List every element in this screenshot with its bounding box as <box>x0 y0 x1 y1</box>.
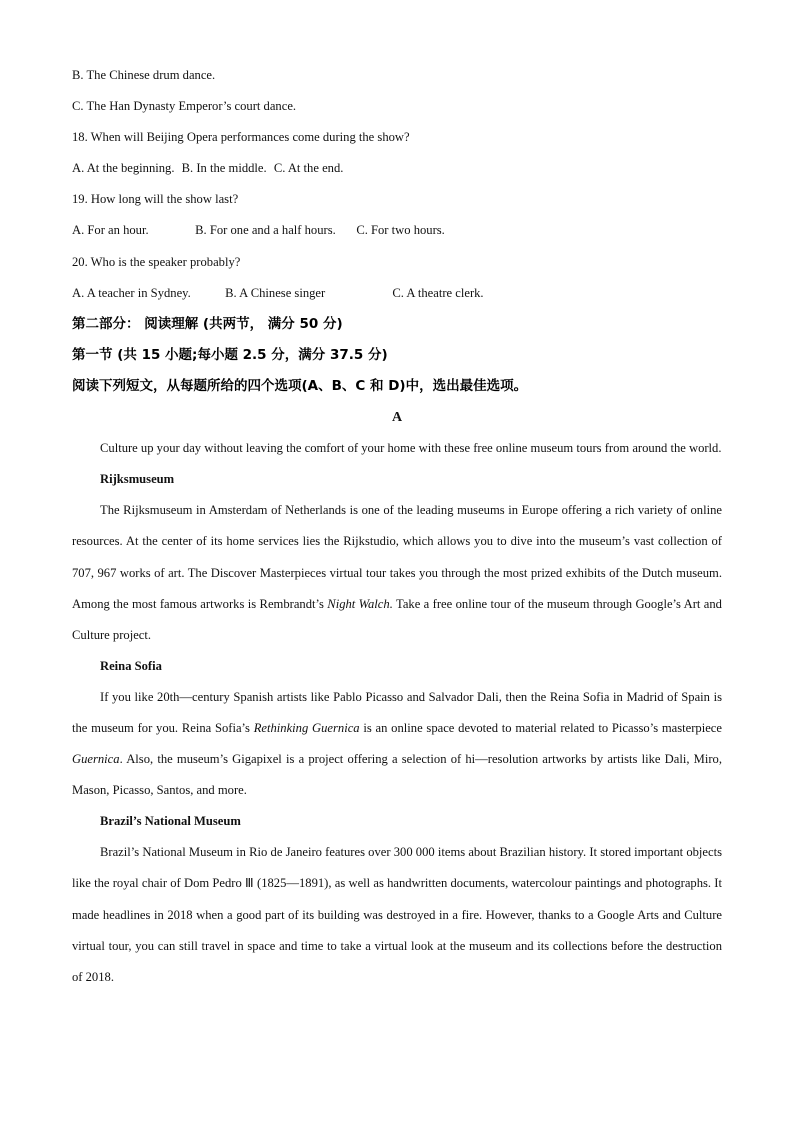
q18-option-b: B. In the middle. <box>181 161 267 176</box>
rijksmuseum-paragraph <box>72 495 722 650</box>
q19-option-c: C. For two hours. <box>356 223 445 238</box>
passage-letter: A <box>391 410 403 426</box>
option-b-line: B. The Chinese drum dance. <box>72 68 216 82</box>
question-20: 20. Who is the speaker probably? <box>72 254 241 269</box>
q20-option-c: C. A theatre clerk. <box>392 285 484 300</box>
passage-intro: Culture up your day without leaving the comfort of your home with these free online museum tours from around the world. <box>100 441 722 456</box>
rijksmuseum-heading: Rijksmuseum <box>100 472 175 487</box>
guernica-title: Guernica <box>72 752 120 767</box>
option-c-line: C. The Han Dynasty Emperor’s court dance. <box>72 99 297 114</box>
q18-option-c: C. At the end. <box>273 161 344 176</box>
q20-option-b: B. A Chinese singer <box>225 285 326 300</box>
rijks-text-2: Take a free online tour of the museum through Google’s Art and Culture project. <box>72 596 722 642</box>
document-content <box>72 60 722 993</box>
reina-text-3: . Also, the museum’s Gigapixel is a project offering a selection of hi—resolution artworks by artists like Dali, Miro, Mason, Picasso, Santos, and more. <box>72 752 722 798</box>
rijks-text-1: The Rijksmuseum in Amsterdam of Netherlands is one of the leading museums in Europe offering a rich variety of online resources. At the center of its home services lies the Rijkstudio, which allows you to dive into the museum’s vast collection of 707, 967 works of art. The Discover Masterpieces virtual tour takes you through the most prized exhibits of the Dutch museum. Among the most famous artworks is Rembrandt’s <box>72 503 722 611</box>
rethinking-guernica-title: Rethinking Guernica <box>253 720 360 735</box>
part-two-heading: 第二部分： 阅读理解 (共两节， 满分 50 分) <box>72 315 343 332</box>
question-18-options <box>72 153 722 184</box>
section-one-heading: 第一节 (共 15 小题;每小题 2.5 分，满分 37.5 分) <box>72 346 388 363</box>
reading-instruction: 阅读下列短文，从每题所给的四个选项(A、B、C 和 D)中，选出最佳选项。 <box>72 377 528 394</box>
q19-option-a: A. For an hour. <box>72 223 149 238</box>
reina-sofia-paragraph <box>72 682 722 806</box>
brazil-museum-heading: Brazil’s National Museum <box>100 814 241 829</box>
question-18: 18. When will Beijing Opera performances come during the show? <box>72 130 410 145</box>
brazil-museum-paragraph: Brazil’s National Museum in Rio de Janeiro features over 300 000 items about Brazilian history. It stored important objects like the royal chair of Dom Pedro Ⅲ (1825—1891), as well as handwritten documents, watercolour paintings and photographs. It made headlines in 2018 when a good part of its building was destroyed in a fire. However, thanks to a Google Arts and Culture virtual tour, you can still travel in space and time to take a virtual look at the museum and its collections before the destruction of 2018. <box>72 845 722 984</box>
question-20-options <box>72 278 722 309</box>
reina-text-1: If you like 20th—century Spanish artists like Pablo Picasso and Salvador Dali, then the Reina Sofia in Madrid of Spain is the museum for you. Reina Sofia’s <box>72 689 722 735</box>
reina-sofia-heading: Reina Sofia <box>100 658 162 673</box>
question-19: 19. How long will the show last? <box>72 192 239 207</box>
q18-option-a: A. At the beginning. <box>72 161 175 176</box>
q20-option-a: A. A teacher in Sydney. <box>72 285 191 300</box>
night-walch-title: Night Walch. <box>327 596 393 611</box>
q19-option-b: B. For one and a half hours. <box>195 223 336 238</box>
question-19-options <box>72 215 722 246</box>
reina-text-2: is an online space devoted to material related to Picasso’s masterpiece <box>359 720 722 735</box>
